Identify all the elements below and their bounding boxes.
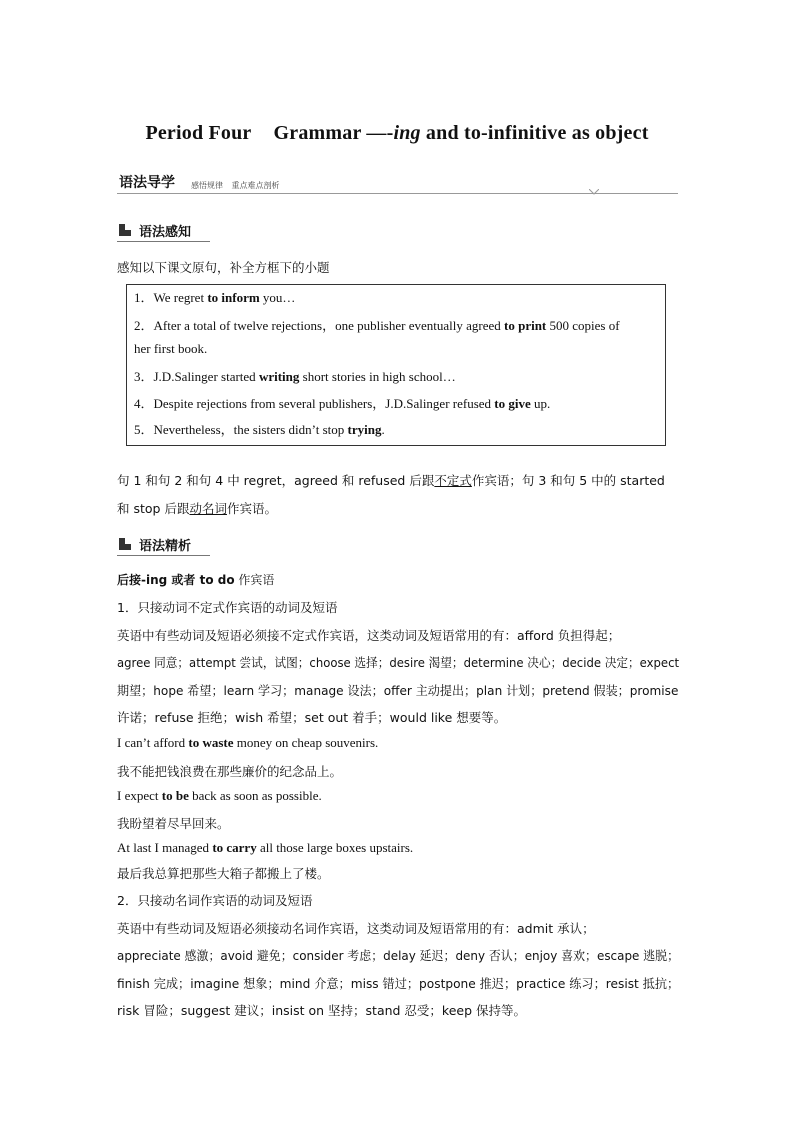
box-sentence-1: 1．We regret to inform you…	[134, 290, 296, 305]
answer-line-1: 句 1 和句 2 和句 4 中 regret，agreed 和 refused 后跟不定式作宾语；句 3 和句 5 中的 started	[117, 473, 665, 488]
point1-line-4: 许诺；refuse 拒绝；wish 希望；set out 着手；would like 想要等。	[117, 710, 507, 725]
example-sentence-box	[126, 284, 666, 446]
page-title	[0, 122, 794, 145]
title-period: Period Four	[145, 122, 252, 144]
point1-line-2: agree 同意；attempt 尝试，试图；choose 选择；desire 渴望；determine 决心；decide 决定；expect	[117, 655, 680, 670]
banner-title: 语法导学	[119, 175, 175, 191]
box-sentence-5: 5．Nevertheless，the sisters didn’t stop trying.	[134, 422, 385, 437]
example-1-en: I can’t afford to waste money on cheap souvenirs.	[117, 735, 379, 750]
box-sentence-2: 2．After a total of twelve rejections，one publisher eventually agreed to print 500 copies of	[134, 318, 620, 333]
point2-line-1: 英语中有些动词及短语必须接动名词作宾语，这类动词及短语常用的有：admit 承认；	[117, 921, 595, 936]
example-2-zh: 我盼望着尽早回来。	[117, 816, 230, 831]
example-2-en: I expect to be back as soon as possible.	[117, 788, 322, 803]
subhead-grammar-analysis: 语法精析	[117, 533, 210, 556]
point2-line-2: appreciate 感激；avoid 避免；consider 考虑；delay 延迟；deny 否认；enjoy 喜欢；escape 逃脱；	[117, 948, 680, 963]
example-1-zh: 我不能把钱浪费在那些廉价的纪念品上。	[117, 764, 343, 779]
answer-blank-gerund: 动名词	[189, 501, 227, 516]
point1-title: 1．只接动词不定式作宾语的动词及短语	[117, 600, 338, 615]
analysis-topic: 后接-ing 或者 to do 作宾语	[117, 573, 275, 587]
subhead-grammar-perception: 语法感知	[117, 219, 210, 242]
answer-blank-infinitive: 不定式	[434, 473, 472, 488]
box-sentence-2-cont: her first book.	[134, 341, 208, 356]
title-grammar: Grammar —-	[273, 122, 394, 144]
box-sentence-4: 4．Despite rejections from several publishers，J.D.Salinger refused to give up.	[134, 396, 551, 411]
square-icon	[119, 224, 131, 236]
point2-line-4: risk 冒险；suggest 建议；insist on 坚持；stand 忍受；keep 保持等。	[117, 1003, 527, 1018]
point2-title: 2．只接动名词作宾语的动词及短语	[117, 893, 313, 908]
box-sentence-3: 3．J.D.Salinger started writing short stories in high school…	[134, 369, 456, 384]
square-icon	[119, 538, 131, 550]
example-3-zh: 最后我总算把那些大箱子都搬上了楼。	[117, 866, 330, 881]
answer-line-2: 和 stop 后跟动名词作宾语。	[117, 501, 277, 516]
point1-line-1: 英语中有些动词及短语必须接不定式作宾语，这类动词及短语常用的有：afford 负担得起；	[117, 628, 621, 643]
point2-line-3: finish 完成；imagine 想象；mind 介意；miss 错过；postpone 推迟；practice 练习；resist 抵抗；	[117, 976, 680, 991]
example-3-en: At last I managed to carry all those large boxes upstairs.	[117, 840, 414, 855]
banner-subtitle: 感悟规律 重点难点剖析	[191, 181, 280, 190]
title-rest: and to-infinitive as object	[420, 122, 649, 144]
notch-icon	[589, 189, 599, 195]
title-ing: ing	[393, 122, 421, 144]
point1-line-3: 期望；hope 希望；learn 学习；manage 设法；offer 主动提出；plan 计划；pretend 假装；promise	[117, 683, 679, 698]
section-banner	[117, 172, 678, 196]
perception-intro: 感知以下课文原句，补全方框下的小题	[117, 260, 330, 275]
